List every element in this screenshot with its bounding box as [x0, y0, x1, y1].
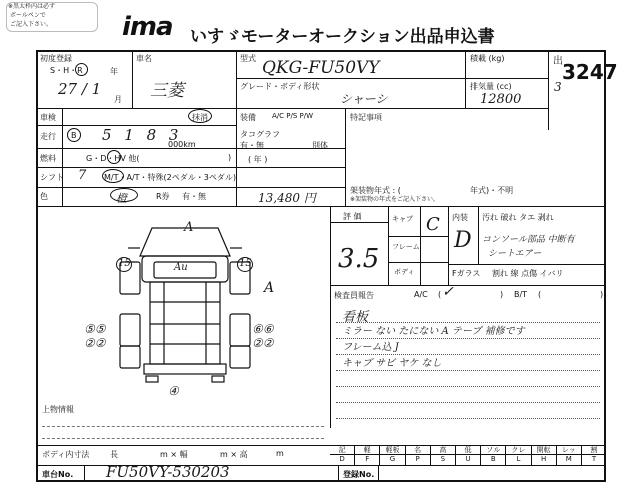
- mark-15-left-circle: [116, 257, 132, 272]
- cargo-rule-1: [42, 426, 324, 427]
- model-label: 型式: [240, 54, 256, 63]
- code-cell: 割: [590, 446, 598, 454]
- mark-15-right-circle: [237, 257, 253, 272]
- bt-close: ): [600, 290, 604, 299]
- displacement-label: 排気量 (cc): [470, 82, 512, 91]
- score-value: 3.5: [338, 244, 380, 274]
- mark-au: Au: [174, 262, 188, 273]
- month-mark: 月: [114, 95, 122, 104]
- interior-label: 内装: [452, 213, 468, 222]
- tacho-label: タコグラフ: [240, 130, 280, 139]
- year-mark: 年: [110, 67, 118, 76]
- row1-div-3: [465, 50, 466, 108]
- fuel-options: G・D・HV 他(: [86, 154, 140, 163]
- equip-div: [236, 108, 237, 206]
- frame-label: フレーム: [392, 243, 420, 251]
- special-div: [345, 108, 346, 206]
- equipment-year-suffix: 年式)・不明: [470, 186, 514, 195]
- mileage-mark-circle: [67, 128, 81, 142]
- interior-value: D: [454, 228, 472, 253]
- report-title: 検査員報告: [334, 291, 374, 300]
- interior-items: 汚れ 破れ タエ 剥れ: [482, 213, 554, 222]
- recycle-value: 13,480 円: [258, 191, 316, 205]
- r2-label-col: [62, 108, 63, 206]
- lot-side-value: 3: [554, 80, 562, 94]
- eval-mid-div: [448, 206, 449, 285]
- eval-bottom: [330, 285, 606, 286]
- code-cell: G: [380, 455, 405, 465]
- mark-bottom: ④: [168, 384, 179, 398]
- dims-m: m: [276, 449, 284, 458]
- chassis-label: 車台No.: [42, 470, 74, 479]
- glass-label: Fガラス: [452, 269, 481, 278]
- inspection-label: 車検: [40, 113, 56, 122]
- cab-value: C: [426, 214, 440, 235]
- eval-interior-div: [478, 206, 479, 264]
- note-line-1: ※黒太枠内は必ず: [8, 3, 56, 10]
- shift-options: M/T・A/T・特殊(2ペダル・3ペダル): [104, 173, 236, 182]
- grade-label: グレード・ボディ形状: [240, 82, 320, 91]
- equipment-note: ※架装物の年式をご記入下さい。: [350, 196, 440, 203]
- lot-number: 3247: [562, 60, 618, 84]
- dims-label: ボディ内寸法: [42, 450, 90, 459]
- code-cell: レッ: [557, 445, 582, 454]
- displacement-value: 12800: [480, 92, 522, 107]
- fuel-close: ): [228, 153, 232, 162]
- mark-a-front: A: [184, 220, 194, 235]
- dims-w: m × 幅: [160, 450, 188, 459]
- code-cell: P: [406, 455, 431, 465]
- codes-bottom-row: [330, 455, 606, 465]
- maker-value: 三菱: [150, 81, 184, 101]
- lot-label: 出: [553, 56, 563, 67]
- fuel-label: 燃料: [40, 154, 56, 163]
- recycle-label: R券: [156, 192, 170, 201]
- mileage-value: 5 1 8 3: [102, 126, 183, 144]
- report-rule-6: [336, 402, 600, 403]
- model-value: QKG-FU50VY: [262, 58, 380, 78]
- row1-div-4: [548, 50, 549, 130]
- mark-15-left: 15: [118, 258, 131, 269]
- code-cell: 開転: [532, 445, 557, 454]
- tacho-year: ( 年 ): [248, 155, 268, 164]
- recycle-options: 有・無: [182, 192, 206, 201]
- reg-label-div: [378, 465, 379, 482]
- shift-circle: [102, 169, 124, 183]
- body-label: ボディ: [394, 268, 415, 276]
- score-label: 評 価: [343, 212, 362, 221]
- maker-label: 車名: [136, 54, 152, 63]
- cargo-rule-2: [42, 438, 324, 439]
- fuel-circle: [107, 150, 121, 164]
- form-title: いすゞモーターオークション出品申込書: [190, 27, 495, 47]
- codes-table: [330, 445, 606, 465]
- row1-bottom-line: [36, 108, 548, 109]
- reg-div: [338, 465, 339, 482]
- code-cell: D: [330, 455, 355, 465]
- eval-frame-line: [388, 262, 448, 263]
- cargo-label: 上物情報: [42, 405, 74, 414]
- cab-label: キャブ: [392, 215, 413, 223]
- shift-value: 7: [78, 168, 87, 183]
- code-cell: U: [456, 455, 481, 465]
- mileage-label: 走行: [40, 132, 56, 141]
- code-cell: S: [431, 455, 456, 465]
- diagram-report-div: [330, 206, 331, 428]
- mark-15-right: 15: [239, 258, 252, 269]
- code-cell: B: [481, 455, 506, 465]
- code-cell: ソル: [481, 445, 506, 454]
- era-circle: [75, 63, 88, 76]
- reg-label: 登録No.: [343, 470, 375, 479]
- marks-right: ⑥⑥ ②②: [252, 322, 274, 350]
- report-line-1: 看板: [342, 310, 369, 325]
- equipment-year-label: 架装物年式 : (: [350, 186, 401, 195]
- r2-line-4: [36, 187, 345, 188]
- inspection-circle: [188, 109, 212, 123]
- code-cell: M: [557, 455, 582, 465]
- dims-h: m × 高: [220, 450, 248, 459]
- code-cell: F: [355, 455, 380, 465]
- code-cell: クレ: [506, 445, 531, 454]
- code-cell: L: [506, 455, 531, 465]
- report-rule-7: [336, 418, 600, 419]
- body-value: シャーシ: [340, 92, 388, 106]
- code-cell: 軽板: [380, 445, 405, 454]
- color-value: 橙: [116, 192, 127, 205]
- code-cell: 記: [330, 445, 355, 454]
- code-cell: 軽: [355, 445, 380, 454]
- capacity-split: [465, 78, 548, 79]
- bt-open: (: [538, 290, 542, 299]
- mileage-mark: B: [71, 131, 77, 140]
- row1-div-2: [236, 50, 237, 108]
- tacho-separate: 別体: [312, 141, 328, 150]
- eval-score-line: [330, 222, 388, 223]
- equip-label: 装備: [240, 113, 256, 122]
- report-rule-4: [336, 370, 600, 371]
- code-cell: 名: [406, 445, 431, 454]
- interior-note-2: シートエアー: [488, 249, 542, 259]
- special-label: 特記事項: [350, 113, 382, 122]
- interior-note-1: コンソール部品 中断有: [482, 235, 575, 245]
- codes-top-row: [330, 445, 606, 455]
- eval-cab-div: [420, 206, 421, 285]
- tacho-options: 有・無: [240, 141, 264, 150]
- inspection-value: 抹消: [192, 113, 208, 122]
- r2-line-5: [36, 206, 606, 207]
- marks-left: ⑤⑤ ②②: [84, 322, 106, 350]
- report-line-3: フレーム込 J: [342, 342, 399, 353]
- row1-div-1: [132, 50, 133, 108]
- era-options: S・H・R: [50, 66, 83, 75]
- chassis-value: FU50VY-530203: [106, 463, 230, 481]
- chassis-label-div: [84, 465, 85, 482]
- model-split: [236, 78, 465, 79]
- note-line-2: ボールペンで: [10, 12, 46, 19]
- equip-options: A/C P/S P/W: [272, 112, 314, 120]
- color-circle: [110, 188, 138, 202]
- ac-label: A/C: [414, 290, 428, 299]
- report-rule-5: [336, 386, 600, 387]
- report-line-2: ミラー ない たにない A テープ 補修です: [342, 326, 525, 337]
- mileage-unit: 000km: [168, 140, 196, 149]
- first-reg-value: 27 / 1: [58, 80, 102, 98]
- code-cell: 低: [456, 445, 481, 454]
- note-line-3: ご記入下さい。: [10, 21, 53, 28]
- capacity-label: 積載 (kg): [470, 54, 505, 63]
- report-line-4: キャブ サビ ヤケ なし: [342, 358, 442, 369]
- glass-items: 割れ 線 点傷 イバリ: [492, 269, 564, 278]
- ac-value: ✓: [442, 284, 454, 300]
- code-cell: T: [591, 455, 597, 463]
- dims-l: 長: [110, 450, 118, 459]
- eval-glass-line: [448, 264, 606, 265]
- code-cell: 高: [431, 445, 456, 454]
- code-cell: H: [532, 455, 557, 465]
- ima-logo: ima: [122, 12, 173, 42]
- shift-label: シフト: [40, 173, 64, 182]
- bt-label: B/T: [514, 290, 528, 299]
- note-frame: [6, 2, 98, 32]
- truck-diagram: [80, 218, 300, 398]
- eval-cab-line: [388, 236, 448, 237]
- eval-score-div: [388, 206, 389, 285]
- mark-a-side: A: [264, 280, 275, 296]
- ac-close: ): [500, 290, 504, 299]
- first-reg-label: 初度登録: [40, 54, 72, 63]
- ac-open: (: [438, 290, 442, 299]
- color-label: 色: [40, 192, 48, 201]
